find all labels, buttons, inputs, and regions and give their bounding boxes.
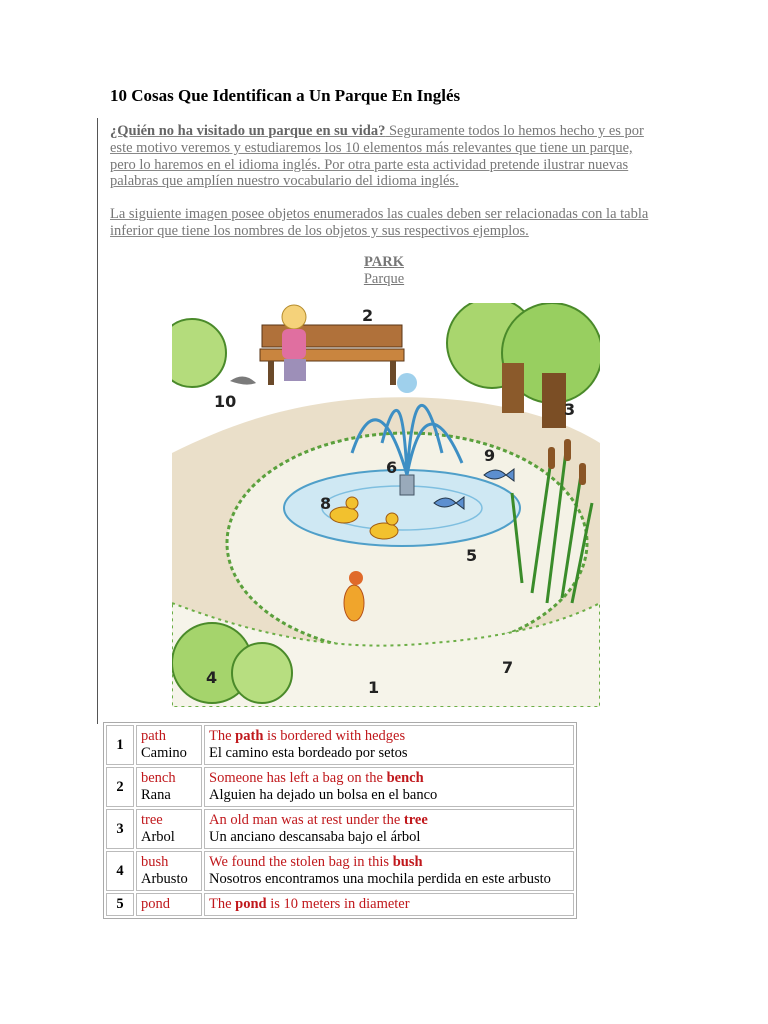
example-keyword: bush [392, 854, 423, 870]
vocabulary-row [106, 767, 574, 807]
example-cell [204, 893, 574, 916]
english-word: bench [141, 770, 176, 786]
vocabulary-row [106, 725, 574, 765]
word-cell [136, 851, 202, 891]
english-word: pond [141, 896, 170, 912]
english-word: path [141, 728, 166, 744]
example-pre: An old man was at rest under the [209, 812, 404, 828]
instructions-paragraph[interactable]: La siguiente imagen posee objetos enumerados las cuales deben ser relacionadas con la tabla inferior que tiene los nombres de los objetos y sus respectivos ejemplos. [110, 206, 649, 239]
example-cell [204, 767, 574, 807]
caption-english[interactable]: PARK [363, 254, 404, 270]
english-word: tree [141, 812, 163, 828]
vocabulary-row [106, 893, 574, 916]
spanish-example: Alguien ha dejado un bolsa en el banco [209, 787, 438, 803]
left-margin-rule [97, 118, 98, 724]
vocabulary-row [106, 851, 574, 891]
illustration-label-9: 9 [484, 446, 496, 465]
english-example [209, 770, 569, 787]
example-pre: We found the stolen bag in this [209, 854, 393, 870]
illustration-label-6: 6 [386, 458, 398, 477]
illustration-label-8: 8 [320, 494, 332, 513]
english-word: bush [141, 854, 169, 870]
example-cell [204, 851, 574, 891]
example-pre: The [209, 896, 236, 912]
park-illustration [172, 303, 600, 707]
english-example [209, 728, 569, 745]
english-example [209, 812, 569, 829]
caption-spanish[interactable]: Parque [363, 271, 405, 287]
illustration-label-1: 1 [368, 678, 380, 697]
illustration-label-10: 10 [214, 392, 237, 411]
example-keyword: path [235, 728, 264, 744]
spanish-example: Un anciano descansaba bajo el árbol [209, 829, 421, 845]
example-keyword: pond [235, 896, 267, 912]
vocabulary-row [106, 809, 574, 849]
intro-question: ¿Quién no ha visitado un parque en su vida? [110, 123, 386, 139]
example-post: is bordered with hedges [263, 728, 406, 744]
illustration-label-4: 4 [206, 668, 218, 687]
word-cell [136, 725, 202, 765]
example-post: is 10 meters in diameter [266, 896, 410, 912]
vocabulary-table [103, 722, 577, 919]
spanish-word: Camino [141, 745, 187, 761]
example-keyword: bench [386, 770, 424, 786]
page-title: 10 Cosas Que Identifican a Un Parque En Inglés [110, 86, 461, 105]
spanish-word: Rana [141, 787, 171, 803]
spanish-word: Arbol [141, 829, 175, 845]
row-number: 1 [106, 725, 134, 765]
row-number: 2 [106, 767, 134, 807]
illustration-label-3: 3 [564, 400, 576, 419]
illustration-label-7: 7 [502, 658, 514, 677]
spanish-example: El camino esta bordeado por setos [209, 745, 408, 761]
illustration-label-5: 5 [466, 546, 478, 565]
row-number: 3 [106, 809, 134, 849]
english-example [209, 896, 569, 913]
intro-text: Seguramente todos lo hemos hecho y es por este motivo veremos y estudiaremos los 10 elementos más relevantes que tiene un parque, pero lo haremos en el idioma inglés. Por otra parte esta actividad pretende ilustrar nuevas palabras que amplíen nuestro vocabulario del idioma inglés. [110, 123, 644, 190]
spanish-example: Nosotros encontramos una mochila perdida en este arbusto [209, 871, 551, 887]
spanish-word: Arbusto [141, 871, 188, 887]
example-pre: Someone has left a bag on the [209, 770, 387, 786]
english-example [209, 854, 569, 871]
intro-paragraph[interactable] [110, 123, 655, 190]
illustration-label-2: 2 [362, 306, 374, 325]
word-cell [136, 893, 202, 916]
example-cell [204, 809, 574, 849]
example-pre: The [209, 728, 236, 744]
example-cell [204, 725, 574, 765]
word-cell [136, 809, 202, 849]
word-cell [136, 767, 202, 807]
row-number: 4 [106, 851, 134, 891]
example-keyword: tree [403, 812, 428, 828]
row-number: 5 [106, 893, 134, 916]
